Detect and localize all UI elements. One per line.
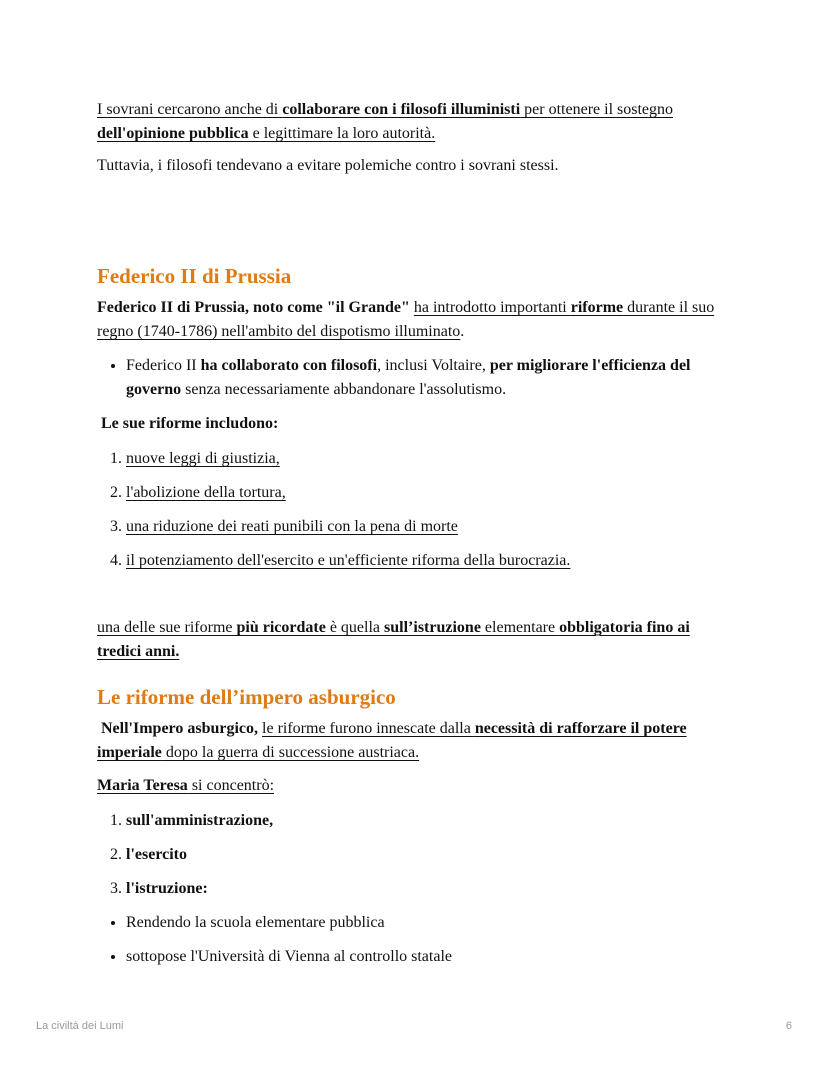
bullet-text-a: Federico II — [126, 357, 201, 374]
istruzione-text-c: è quella — [325, 619, 385, 636]
maria-teresa-name: Maria Teresa — [97, 777, 188, 794]
asburgo-bold-d: necessità di rafforzare il potere imperiale — [97, 720, 687, 761]
intro-paragraph — [97, 98, 737, 146]
asburgo-text-c: le riforme furono innescate dalla — [262, 720, 475, 737]
maria-bullets — [97, 911, 737, 969]
reform-text: una riduzione dei reati punibili con la pena di morte — [126, 518, 458, 535]
federico-intro-paragraph — [97, 296, 737, 344]
federico-bold-riforme: riforme — [570, 299, 624, 316]
bullet-text: sottopose l'Università di Vienna al controllo statale — [126, 948, 452, 965]
reform-text: il potenziamento dell'esercito e un'efficiente riforma della burocrazia. — [126, 552, 571, 569]
maria-teresa-line — [97, 774, 274, 798]
reform-text: nuove leggi di giustizia, — [126, 450, 280, 467]
list-item — [126, 809, 737, 833]
focus-text: l'esercito — [126, 846, 188, 863]
list-item — [126, 481, 737, 505]
reform-text: l'abolizione della tortura, — [126, 484, 286, 501]
federico-bullet-list — [97, 354, 737, 402]
federico-text-c: ha introdotto importanti — [413, 299, 571, 316]
list-item — [126, 945, 737, 969]
istruzione-paragraph — [97, 616, 737, 664]
istruzione-text-a: una delle sue riforme — [97, 619, 237, 636]
reforms-label-text: Le sue riforme includono: — [101, 415, 279, 432]
reforms-list — [97, 447, 737, 573]
section-heading-federico: Federico II di Prussia — [97, 264, 292, 288]
footer-title: La civiltà dei Lumi — [36, 1020, 124, 1032]
footer-page-number: 6 — [785, 1020, 792, 1032]
intro-bold-opinione: dell'opinione pubblica — [97, 125, 249, 142]
list-item — [126, 877, 737, 901]
intro-text-a: I sovrani cercarono anche di — [97, 101, 283, 118]
intro-text-c: per ottenere il sostegno — [520, 101, 674, 118]
intro-paragraph-2: Tuttavia, i filosofi tendevano a evitare polemiche contro i sovrani stessi. — [97, 157, 559, 174]
federico-text-e: durante il suo regno (1740-1786) nell'ambito del dispotismo illuminato — [97, 299, 715, 340]
maria-teresa-rest: si concentrò: — [187, 777, 275, 794]
list-item — [126, 354, 737, 402]
list-item — [126, 549, 737, 573]
list-item — [126, 447, 737, 471]
asburgo-text-e: dopo la guerra di successione austriaca. — [161, 744, 420, 761]
asburgo-bold-a: Nell'Impero asburgico, — [101, 720, 259, 737]
intro-bold-filosofi: collaborare con i filosofi illuministi — [282, 101, 521, 118]
bullet-text-e: senza necessariamente abbandonare l'assolutismo. — [181, 381, 507, 398]
bullet-text: Rendendo la scuola elementare pubblica — [126, 914, 385, 931]
asburgo-intro-paragraph — [97, 717, 737, 765]
istruzione-text-e: elementare — [480, 619, 560, 636]
list-item — [126, 843, 737, 867]
bullet-bold-d: per migliorare l'efficienza del governo — [126, 357, 691, 398]
bullet-text-c: , inclusi Voltaire, — [377, 357, 490, 374]
focus-text: sull'amministrazione, — [126, 812, 274, 829]
list-item — [126, 911, 737, 935]
intro-text-e: e legittimare la loro autorità. — [248, 125, 436, 142]
istruzione-bold-b: più ricordate — [236, 619, 326, 636]
focus-text: l'istruzione: — [126, 880, 208, 897]
federico-bold-name: Federico II di Prussia, noto come "il Grande" — [97, 299, 410, 316]
section-heading-asburgo: Le riforme dell’impero asburgico — [97, 685, 396, 709]
federico-period: . — [460, 323, 465, 340]
list-item — [126, 515, 737, 539]
istruzione-bold-d: sull’istruzione — [384, 619, 481, 636]
bullet-bold-b: ha collaborato con filosofi — [200, 357, 378, 374]
maria-focus-list — [97, 809, 737, 901]
istruzione-bold-f: obbligatoria fino ai tredici anni. — [97, 619, 690, 660]
reforms-label — [101, 412, 278, 436]
